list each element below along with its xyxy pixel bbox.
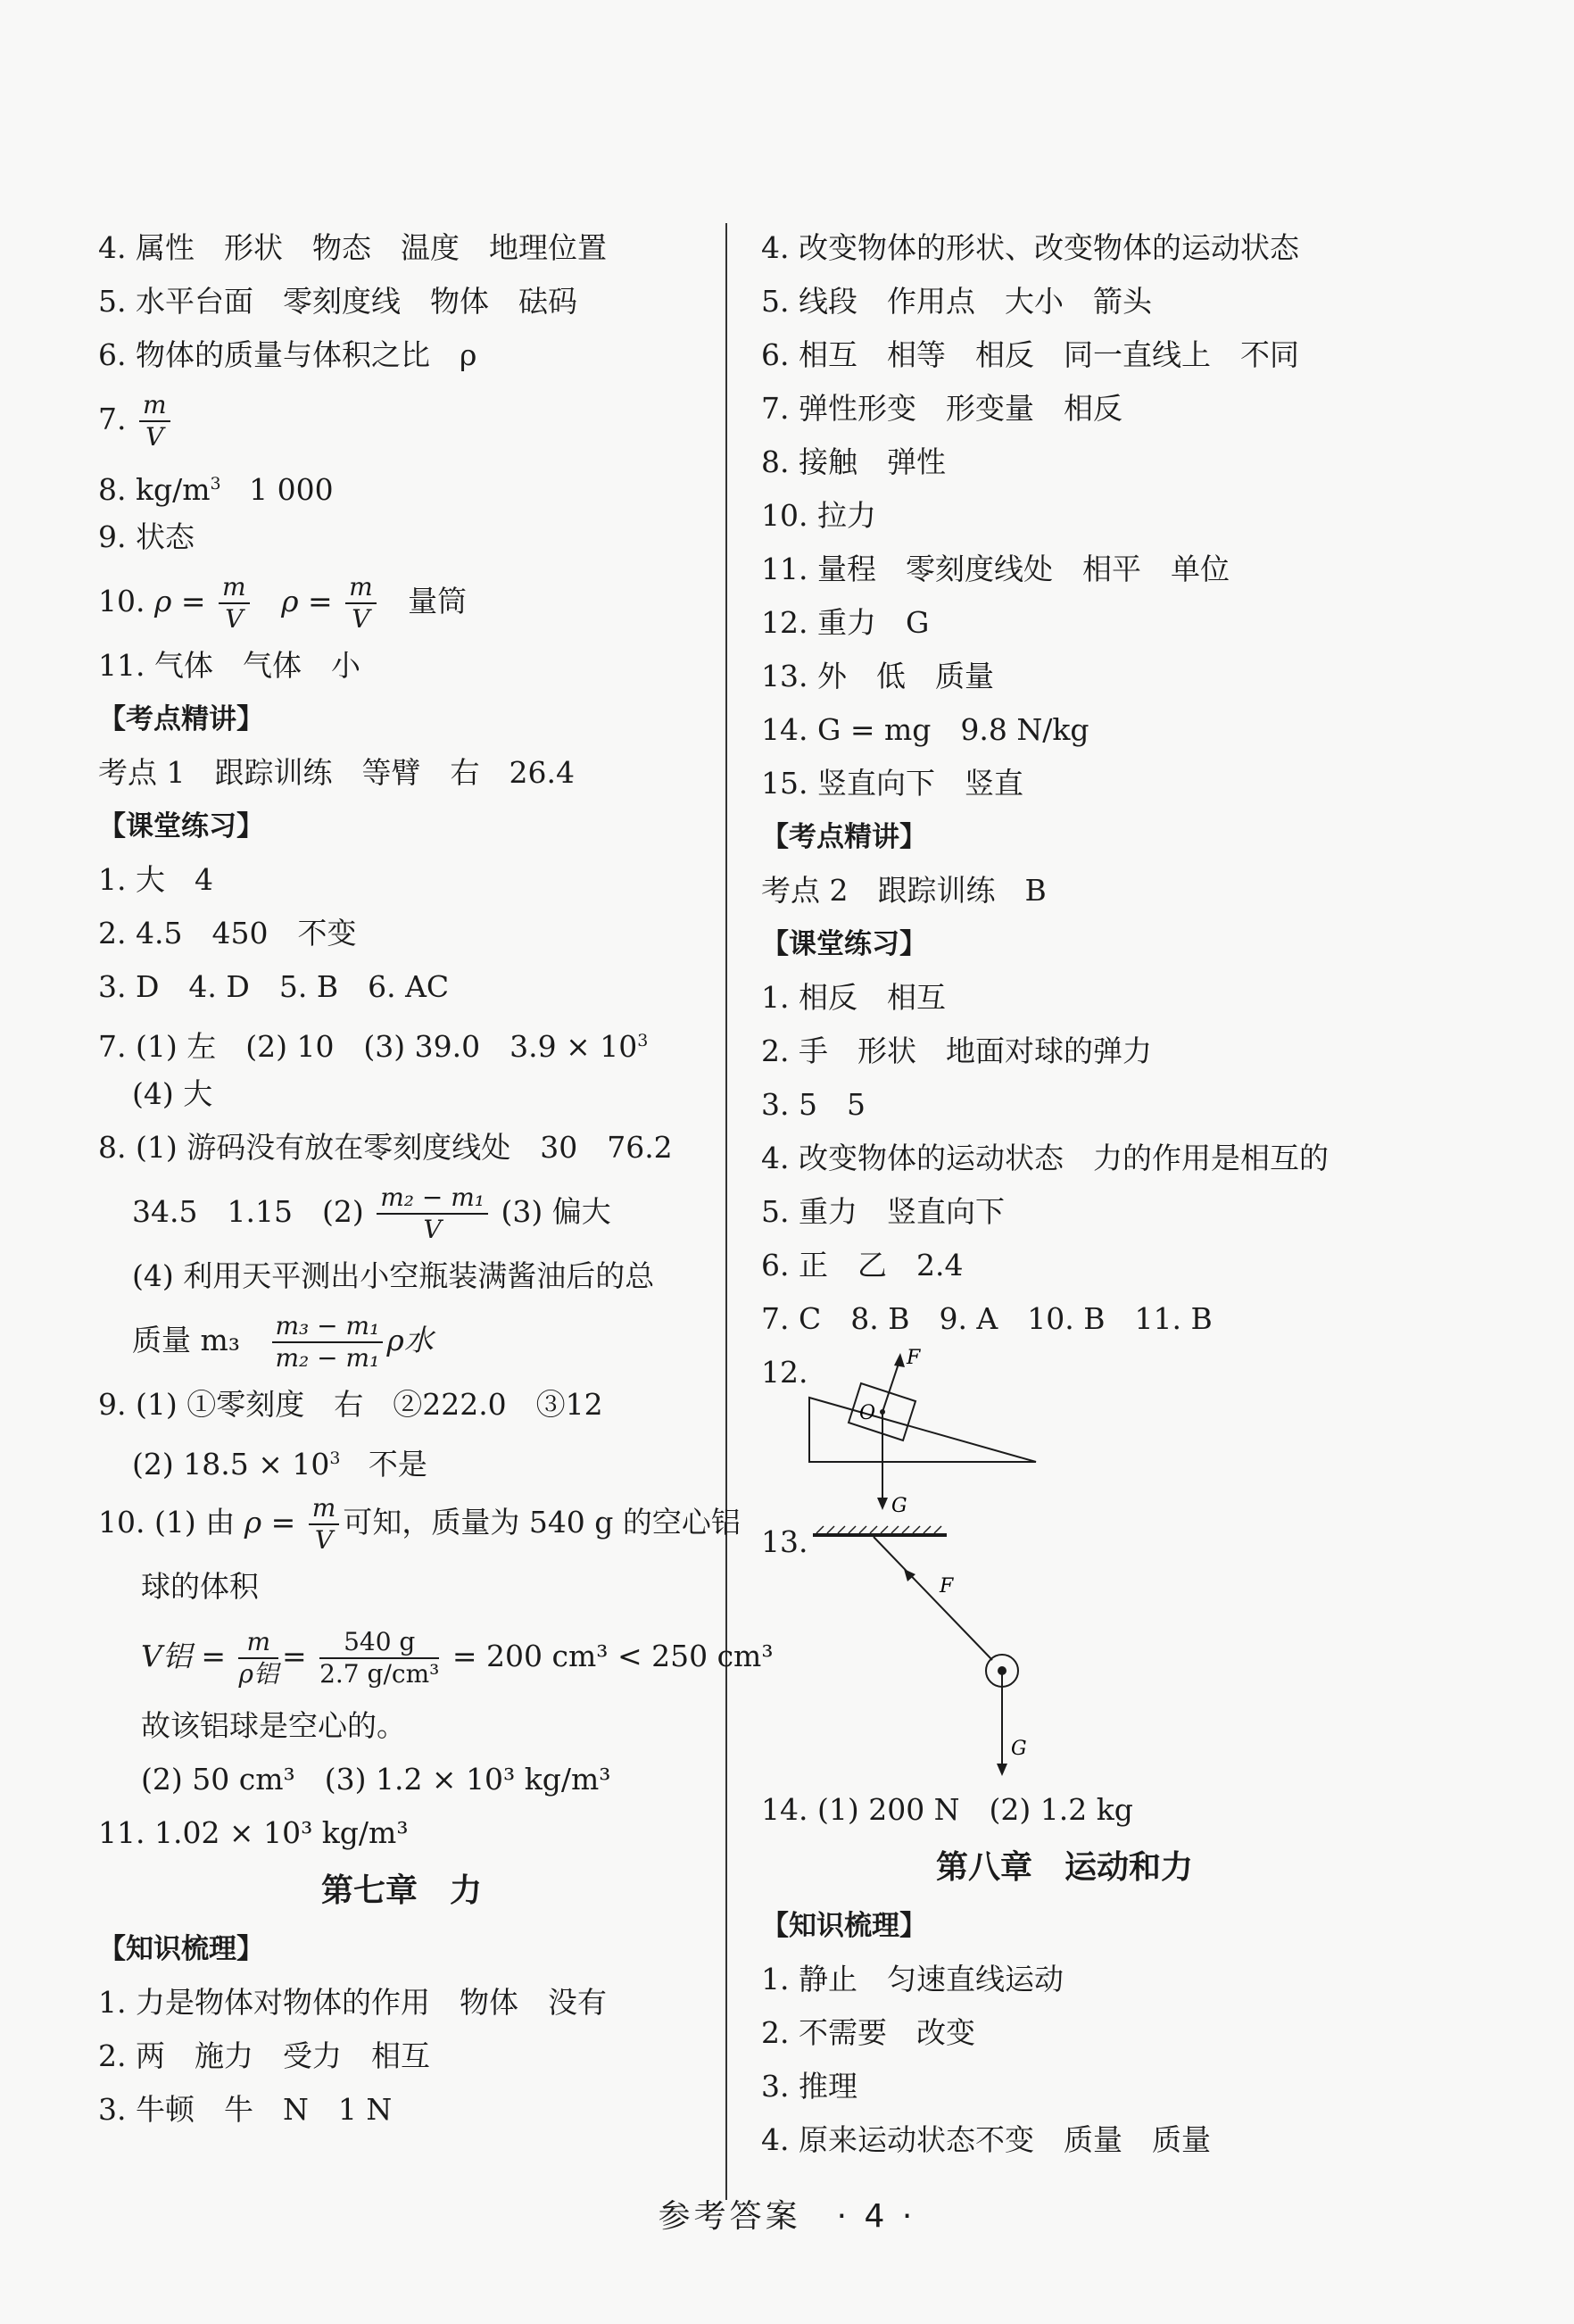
- rho-equals: ρ =: [153, 584, 206, 618]
- answer-text: = 200 cm³ < 250 cm³: [451, 1639, 774, 1673]
- answer-l6: 6. 物体的质量与体积之比 ρ: [98, 337, 477, 372]
- answer-c9b: (2) $18.5 \times 10^3$ 不是: [132, 1447, 427, 1482]
- incline-force-diagram: [761, 1346, 1047, 1515]
- value-text: 1 000: [249, 472, 334, 507]
- answer-l10: [98, 564, 705, 639]
- numerator: 540 g: [319, 1627, 439, 1659]
- answer-l4: 4. 属性 形状 物态 温度 地理位置: [98, 230, 607, 265]
- numerator: m₂ − m₁: [377, 1183, 488, 1215]
- numerator: m₃ − m₁: [272, 1311, 384, 1343]
- answer-text: 质量 m₃: [132, 1323, 241, 1357]
- answer-r11: 11. 量程 零刻度线处 相平 单位: [761, 552, 1230, 586]
- force-f-arrow: [882, 1358, 900, 1412]
- answer-text: 量筒: [408, 584, 468, 618]
- answer-l5: 5. 水平台面 零刻度线 物体 砝码: [98, 284, 577, 319]
- numerator: m: [219, 572, 250, 604]
- fraction-m-over-v: [345, 572, 377, 635]
- numerator: m: [345, 572, 377, 604]
- answer-p2: 2. 手 形状 地面对球的弹力: [761, 1033, 1152, 1068]
- answer-z3: 3. 牛顿 牛 N 1 N: [98, 2092, 393, 2127]
- fraction-m-over-v: [309, 1493, 340, 1556]
- fraction-m-over-rho: [238, 1627, 278, 1689]
- fraction-density: [272, 1311, 384, 1374]
- answer-text: 10. (1) 由: [98, 1505, 236, 1540]
- answer-c8d: [98, 1303, 705, 1378]
- denominator: V: [423, 1215, 442, 1244]
- answer-c9a: 9. (1) ①零刻度 右 ②222.0 ③12: [98, 1387, 603, 1422]
- incline-ramp: [809, 1398, 1036, 1462]
- answer-c10c: V铝 = $\frac{m}{\text{ρ铝}}$ = $\frac{540 g}{\text{2.7 g/cm³}}$ = 200 cm³ < 250 cm³: [141, 1627, 774, 1689]
- answer-p12: 12.: [761, 1355, 808, 1390]
- answer-c2: 2. 4.5 450 不变: [98, 916, 357, 950]
- label-o: O: [859, 1402, 876, 1424]
- answer-m4: 4. 原来运动状态不变 质量 质量: [761, 2122, 1211, 2157]
- label-f: F: [907, 1347, 921, 1369]
- answer-r5: 5. 线段 作用点 大小 箭头: [761, 284, 1152, 319]
- answer-r10: 10. 拉力: [761, 498, 876, 533]
- denominator: V: [225, 604, 244, 634]
- answer-r12: 12. 重力 G: [761, 605, 930, 640]
- answer-c10a: [98, 1485, 741, 1560]
- answer-r14: 14. G = mg 9.8 N/kg: [761, 712, 1089, 747]
- numerator: m: [139, 390, 170, 422]
- answer-r8: 8. 接触 弹性: [761, 444, 946, 479]
- section-heading: 【考点精讲】: [98, 703, 264, 735]
- answer-r6: 6. 相互 相等 相反 同一直线上 不同: [761, 337, 1299, 372]
- answer-r7: 7. 弹性形变 形变量 相反: [761, 391, 1123, 426]
- page-footer: 参考答案 · 4 ·: [658, 2198, 916, 2235]
- denominator: ρ铝: [238, 1659, 278, 1689]
- chapter-title: 第八章 运动和力: [935, 1849, 1193, 1886]
- volume-label: V铝 =: [141, 1639, 226, 1673]
- answer-c8a: 8. (1) 游码没有放在零刻度线处 30 76.2: [98, 1130, 673, 1165]
- answer-k2: 考点 2 跟踪训练 B: [761, 873, 1047, 908]
- answer-p6: 6. 正 乙 2.4: [761, 1248, 964, 1282]
- label-g: G: [891, 1495, 907, 1515]
- answer-text: 可知，质量为 540 g 的空心铝: [343, 1505, 741, 1540]
- answer-p13: 13.: [761, 1524, 808, 1559]
- answer-text: (2) 18.5 × 10: [132, 1447, 330, 1482]
- answer-m2: 2. 不需要 改变: [761, 2015, 975, 2050]
- denominator: m₂ − m₁: [275, 1343, 380, 1373]
- numerator: m: [238, 1627, 278, 1659]
- answer-c8b: [98, 1174, 705, 1249]
- answer-text: 34.5 1.15 (2): [132, 1194, 364, 1229]
- answer-c7b: (4) 大: [132, 1076, 213, 1111]
- answer-r4: 4. 改变物体的形状、改变物体的运动状态: [761, 230, 1299, 265]
- answer-m3: 3. 推理: [761, 2069, 857, 2104]
- label-g: G: [1011, 1738, 1027, 1760]
- answer-p3: 3. 5 5: [761, 1087, 866, 1122]
- answer-p7: 7. C 8. B 9. A 10. B 11. B: [761, 1301, 1213, 1336]
- answer-l7-number: 7.: [98, 402, 127, 436]
- ceiling-hatch: [816, 1526, 941, 1533]
- rho-equals: ρ =: [281, 584, 333, 618]
- answer-c8c: (4) 利用天平测出小空瓶装满酱油后的总: [132, 1258, 655, 1293]
- column-divider: [725, 223, 727, 2200]
- arrowhead-icon: [877, 1498, 888, 1510]
- denominator: 2.7 g/cm³: [319, 1659, 440, 1689]
- answer-z2: 2. 两 施力 受力 相互: [98, 2038, 430, 2073]
- fraction-density: [377, 1183, 488, 1245]
- numerator: m: [309, 1493, 340, 1525]
- figure-13: [761, 1515, 1368, 1783]
- denominator: V: [314, 1525, 334, 1555]
- answer-l9: 9. 状态: [98, 519, 195, 554]
- fraction-values: [319, 1627, 439, 1689]
- section-heading: 【知识梳理】: [761, 1910, 927, 1942]
- answer-l7: [98, 382, 705, 457]
- label-f: F: [940, 1575, 954, 1598]
- answer-r15: 15. 竖直向下 竖直: [761, 766, 1023, 801]
- pendulum-force-diagram: [761, 1515, 1047, 1783]
- answer-p4: 4. 改变物体的运动状态 力的作用是相互的: [761, 1141, 1329, 1175]
- answer-p5: 5. 重力 竖直向下: [761, 1194, 1005, 1229]
- answer-p14: 14. (1) 200 N (2) 1.2 kg: [761, 1792, 1133, 1827]
- answer-text: 不是: [368, 1447, 427, 1482]
- section-heading: 【知识梳理】: [98, 1933, 264, 1965]
- answer-p1: 1. 相反 相互: [761, 980, 946, 1015]
- answer-z1: 1. 力是物体对物体的作用 物体 没有: [98, 1985, 607, 2020]
- fraction-m-over-v: [219, 572, 250, 635]
- left-column: [98, 221, 774, 2137]
- rho-water: ρ水: [386, 1323, 434, 1357]
- section-heading: 【课堂练习】: [761, 928, 927, 960]
- rho-equals: ρ =: [244, 1505, 296, 1540]
- arrowhead-icon: [997, 1764, 1007, 1776]
- string: [874, 1537, 992, 1660]
- chapter-title: 第七章 力: [320, 1872, 482, 1909]
- answer-c11: 11. 1.02 × 10³ kg/m³: [98, 1815, 409, 1850]
- denominator: V: [352, 604, 370, 634]
- section-heading: 【考点精讲】: [761, 821, 927, 853]
- right-column: [761, 221, 1368, 2167]
- answer-c10b: 球的体积: [141, 1569, 259, 1604]
- answer-c7a: 7. (1) 左 (2) 10 (3) 39.0 $3.9 \times 10^3$: [98, 1029, 649, 1064]
- answer-c10d: 故该铝球是空心的。: [141, 1708, 406, 1743]
- section-heading: 【课堂练习】: [98, 810, 264, 842]
- fraction-m-over-v: [139, 390, 170, 452]
- denominator: V: [145, 422, 164, 452]
- unit-text: 8. kg/m: [98, 472, 211, 507]
- answer-r13: 13. 外 低 质量: [761, 659, 994, 693]
- figure-12: [761, 1346, 1368, 1515]
- answer-text: 7. (1) 左 (2) 10 (3) 39.0 3.9 × 10: [98, 1029, 638, 1064]
- answer-c10e: (2) 50 cm³ (3) 1.2 × 10³ kg/m³: [141, 1762, 611, 1797]
- arrowhead-icon: [894, 1353, 905, 1367]
- answer-l8: 8. $kg/m^3$ 1 000: [98, 472, 334, 507]
- answer-text: (3) 偏大: [501, 1194, 611, 1229]
- answer-l11: 11. 气体 气体 小: [98, 648, 360, 683]
- answer-c1: 1. 大 4: [98, 862, 213, 897]
- answer-l10-number: 10.: [98, 584, 145, 618]
- answer-m1: 1. 静止 匀速直线运动: [761, 1962, 1064, 1996]
- answer-c3: 3. D 4. D 5. B 6. AC: [98, 969, 450, 1004]
- answer-k1: 考点 1 跟踪训练 等臂 右 26.4: [98, 755, 575, 790]
